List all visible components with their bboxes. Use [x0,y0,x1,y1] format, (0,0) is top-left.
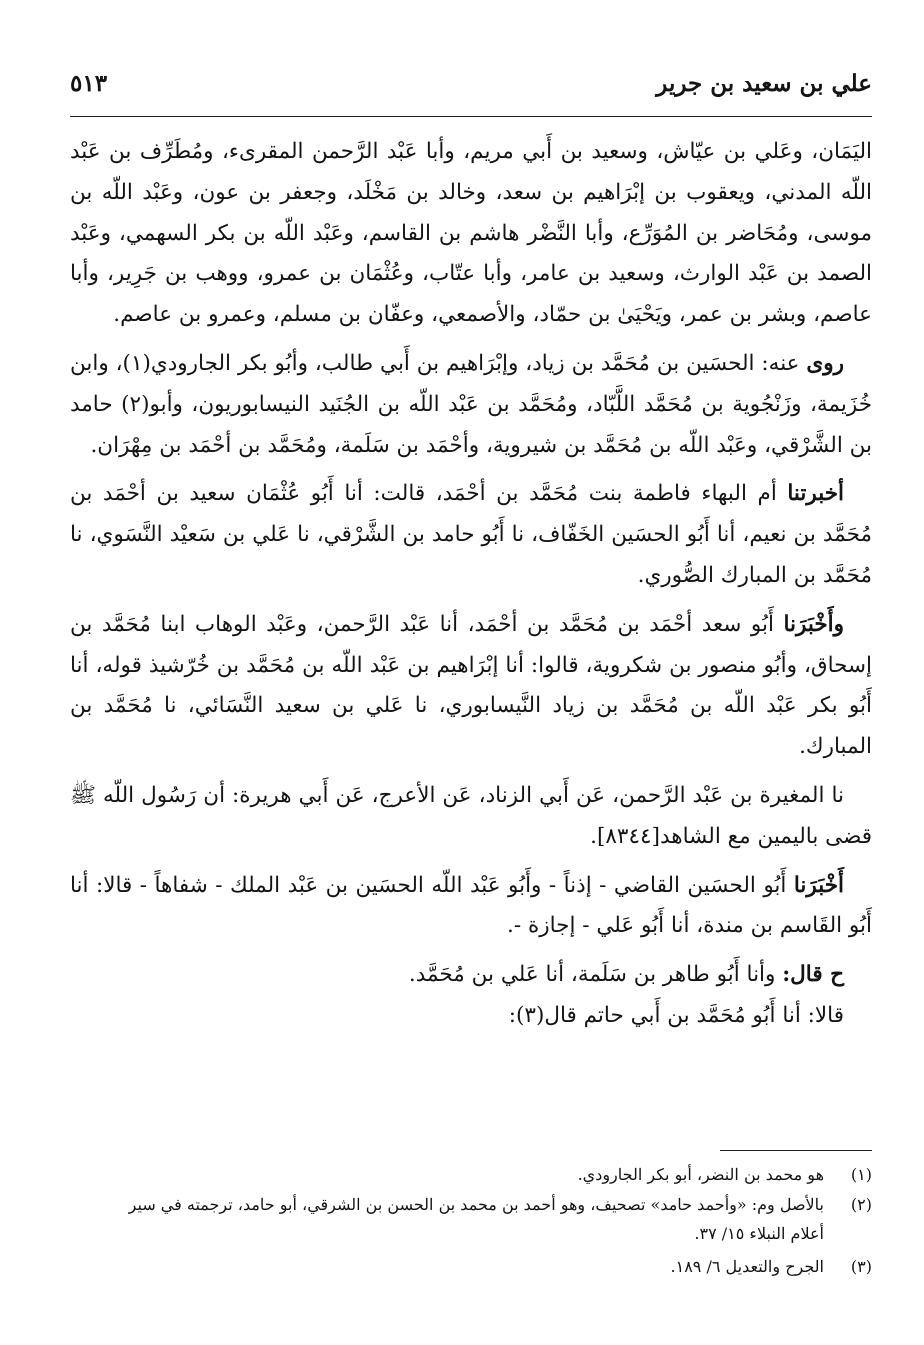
paragraph-text: وأنا أَبُو طاهر بن سَلَمة، أنا عَلي بن مُحَمَّد. [408,962,783,988]
paragraph-lead: وأَخْبَرَنا [783,611,844,637]
paragraph-hadith [70,776,872,858]
paragraph-chain-4 [70,955,872,996]
footnote-text: هو محمد بن النضر، أبو بكر الجارودي. [577,1165,824,1184]
paragraph-text: اليَمَان، وعَلي بن عيّاش، وسعيد بن أَبي مريم، وأبا عَبْد الرَّحمن المقرىء، ومُطَرِّف بن عَبْد اللّه المدني، ويعقوب بن إبْرَاهيم بن سعد، وخالد بن مَخْلَد، وجعفر بن عون، وعَبْد اللّه بن موسى، ومُحَاضر بن المُوَرِّع، وأبا النَّضْر هاشم بن القاسم، وعَبْد اللّه بن بكر السهمي، وعَبْد الصمد بن عَبْد الوارث، وسعيد بن عامر، وأبا عتّاب، وعُثْمَان بن عمرو، ووهب بن جَرِير، وأبا عاصم، وبشر بن عمر، ويَحْيَىٰ بن حمّاد، والأصمعي، وعفّان بن مسلم، وعمرو بن عاصم. [70,139,872,328]
page-number: ٥١٣ [70,70,108,97]
footnote-text: الجرح والتعديل ٦/ ١٨٩. [670,1257,824,1276]
footnote-number: (٢) [850,1195,872,1214]
paragraph-narrators [70,344,872,466]
header-title: علي بن سعيد بن جرير [656,70,872,97]
footnote-number: (٣) [850,1257,872,1276]
paragraph-text: أَبُو الحسَين القاضي - إذناً - وأَبُو عَبْد اللّه الحسَين بن عَبْد الملك - شفاهاً - قالا: أنا أَبُو القَاسم بن مندة، أنا أَبُو عَلي - إجازة -. [70,872,872,939]
paragraph-text: أَبُو سعد أحْمَد بن مُحَمَّد بن أحْمَد، أنا عَبْد الرَّحمن، وعَبْد الوهاب ابنا مُحَمَّد بن إسحاق، وأبُو منصور بن شكروية، قالوا: أنا إبْرَاهيم بن عَبْد اللّه بن مُحَمَّد بن خُرّشيذ قوله، أنا أَبُو بكر عَبْد اللّه بن مُحَمَّد بن زياد النَّيسابوري، نا عَلي بن سعيد النَّسَائي، نا مُحَمَّد بن المبارك. [70,611,872,760]
paragraph-lead: روى [806,350,844,376]
footnote-text: بالأصل وم: «وأحمد حامد» تصحيف، وهو أحمد بن محمد بن الحسن بن الشرقي، أبو حامد، ترجمته في سير [128,1195,824,1214]
footnote-1 [70,1160,872,1189]
paragraph-chain-5 [70,996,872,1037]
paragraph-lead: ح قال: [782,962,844,988]
paragraph-text: أم البهاء فاطمة بنت مُحَمَّد بن أحْمَد، قالت: أنا أَبُو عُثْمَان سعيد بن أحْمَد بن مُحَمَّد بن نعيم، أنا أَبُو الحسَين الخَفّاف، نا أَبُو حامد بن الشَّرْقي، نا عَلي بن سَعيْد النَّسَوي، نا مُحَمَّد بن المبارك الصُّوري. [70,481,872,588]
main-text [70,132,872,1045]
paragraph-chain-1 [70,474,872,596]
footnote-separator [720,1150,872,1151]
paragraph-text: عنه: الحسَين بن مُحَمَّد بن زياد، وإبْرَاهيم بن أَبي طالب، وأبُو بكر الجارودي(١)، وابن خُزَيمة، وزَنْجُوية بن مُحَمَّد اللَّبّاد، ومُحَمَّد بن عَبْد اللّه بن الجُنَيد النيسابوريون، وأبو(٢) حامد بن الشَّرْقي، وعَبْد اللّه بن مُحَمَّد بن شيروية، وأحْمَد بن سَلَمة، ومُحَمَّد بن أحْمَد بن مِهْرَان. [70,350,872,458]
paragraph-lead: أَخْبَرَنا [793,872,844,898]
paragraph-text: نا المغيرة بن عَبْد الرَّحمن، عَن أَبي الزناد، عَن الأعرج، عَن أَبي هريرة: أن رَسُول اللّه ﷺ قضى باليمين مع الشاهد[٨٣٤٤]. [70,782,872,849]
paragraph-chain-3 [70,866,872,948]
running-header [70,70,872,117]
paragraph-text: قالا: أنا أَبُو مُحَمَّد بن أَبي حاتم قال(٣): [508,1002,844,1028]
footnote-2 [70,1190,872,1248]
footnote-3 [70,1252,872,1281]
paragraph-chain-2 [70,605,872,768]
footnote-text-continued: أعلام النبلاء ١٥/ ٣٧. [694,1224,824,1243]
paragraph-teachers [70,132,872,336]
paragraph-lead: أخبرتنا [787,481,844,507]
footnote-number: (١) [850,1165,872,1184]
